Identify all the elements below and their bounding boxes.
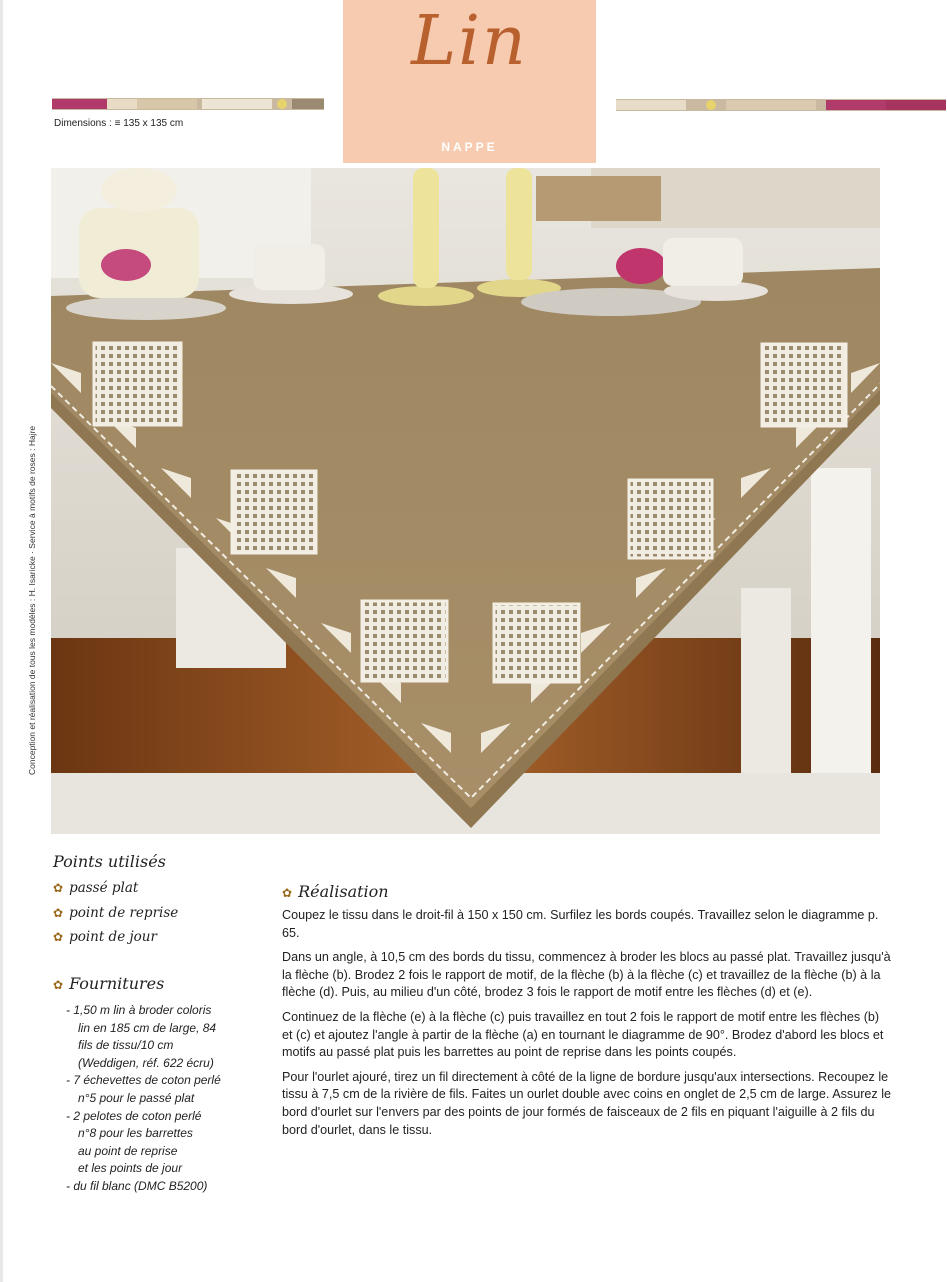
list-item: - du fil blanc (DMC B5200) — [66, 1178, 208, 1193]
list-item: n°5 pour le passé plat — [78, 1090, 195, 1105]
list-item: - 1,50 m lin à broder coloris — [66, 1003, 212, 1017]
list-item: n°8 pour les barrettes — [78, 1126, 193, 1141]
flower-bullet-icon: ✿ — [282, 886, 293, 900]
list-item: fils de tissu/10 cm — [78, 1038, 174, 1053]
list-item: et les points de jour — [78, 1161, 183, 1176]
list-item: ✿ point de reprise — [53, 904, 179, 921]
list-item: ✿ point de jour — [53, 929, 157, 945]
tablecloth-photo — [51, 168, 880, 834]
title-box — [343, 0, 596, 163]
list-item: (Weddigen, réf. 622 écru) — [78, 1055, 214, 1070]
list-item: lin en 185 cm de large, 84 — [78, 1020, 217, 1035]
flower-bullet-icon: ✿ — [53, 905, 64, 920]
flower-bullet-icon: ✿ — [53, 881, 64, 895]
fournitures-list — [66, 1002, 266, 1196]
dimensions-label: Dimensions : ≡ 135 x 135 cm — [54, 118, 184, 129]
flower-bullet-icon: ✿ — [53, 978, 64, 992]
paragraph: Pour l'ourlet ajouré, tirez un fil directement à côté de la ligne de bordure jusqu'aux intersections. Recoupez le tissu à 7,5 cm de la rivière de fils. Faites un ourlet double avec coins en onglet de 2,5 cm de large. Assurez le bord d'ourlet sur l'envers par des points de jour formés de faisceaux de 2 fils en piquant l'aiguille à 2 fils du bord d'ourlet, dans le tissu. — [282, 1069, 892, 1137]
page-title: Lin — [411, 2, 528, 81]
points-list — [53, 878, 178, 952]
flower-strip-right — [616, 99, 946, 111]
paragraph: Continuez de la flèche (e) à la flèche (c) puis travaillez en tout 2 fois le rapport de motif entre les flèches (b) et (c) et ajoutez l'angle à partir de la flèche (a) en tournant le diagramme de 90°. Brodez d'abord les blocs et motifs au passé plat puis les barrettes au point de reprise dans les points coupés. — [282, 1009, 884, 1060]
paragraph: Dans un angle, à 10,5 cm des bords du tissu, commencez à broder les blocs au passé plat. Travaillez jusqu'à la flèche (b). Brodez 2 fois le rapport de motif, de la flèche (b) à la flèche (c) et travaillez de la flèche (b) à la flèche (d). Puis, au milieu d'un côté, brodez 3 fois le rapport de motif entre les flèches (d) et (e). — [282, 950, 891, 1000]
flower-strip-left — [52, 98, 324, 110]
flower-bullet-icon: ✿ — [53, 930, 64, 944]
page-subtitle: NAPPE — [441, 140, 498, 154]
realisation-text — [282, 907, 892, 1146]
list-item: ✿ passé plat — [53, 880, 139, 896]
realisation-heading: ✿ Réalisation — [282, 882, 389, 901]
list-item: - 7 échevettes de coton perlé — [66, 1073, 221, 1088]
paragraph: Coupez le tissu dans le droit-fil à 150 x 150 cm. Surfilez les bords coupés. Travaillez selon le diagramme p. 65. — [282, 908, 879, 940]
list-item: au point de reprise — [78, 1143, 178, 1158]
fournitures-heading: ✿ Fournitures — [53, 974, 165, 993]
list-item: - 2 pelotes de coton perlé — [66, 1108, 202, 1123]
points-heading: Points utilisés — [53, 852, 166, 871]
credit-text: Conception et réalisation de tous les modèles : H. Isaricke · Service à motifs de roses : Hajre — [27, 425, 37, 775]
